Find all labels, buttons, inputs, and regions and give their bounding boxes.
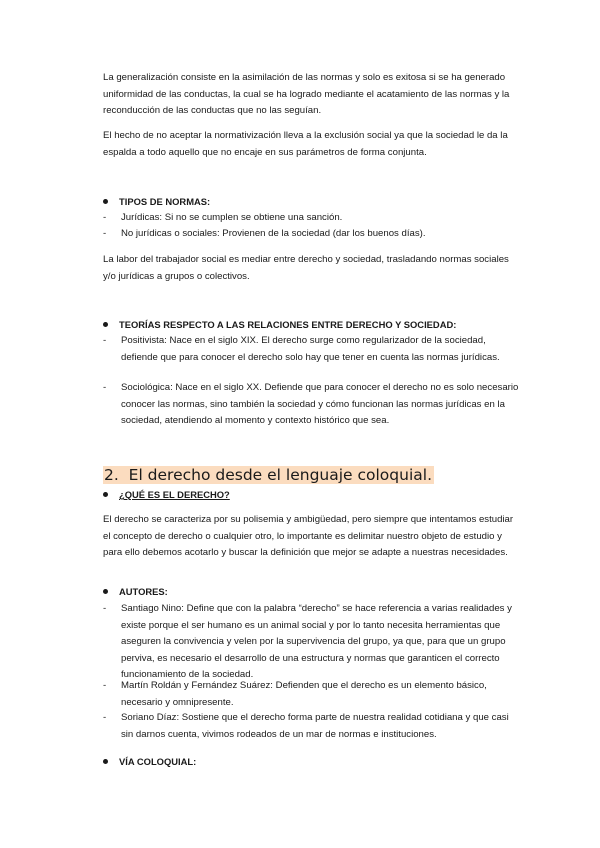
dash-icon: - [103, 603, 107, 614]
teorias-heading-text: TEORÍAS RESPECTO A LAS RELACIONES ENTRE DERECHO Y SOCIEDAD: [119, 319, 457, 330]
tipos-heading-text: TIPOS DE NORMAS: [119, 196, 211, 207]
list-item-text: No jurídicas o sociales: Provienen de la sociedad (dar los buenos días). [121, 228, 426, 239]
list-item-text: Sociológica: Nace en el siglo XX. Defiende que para conocer el derecho no es solo necesario conocer las normas, sino también la sociedad y cómo funcionan las normas jurídicas en la sociedad, atendiendo al momento y contexto histórico que sea. [121, 382, 519, 427]
section-title: El derecho desde el lenguaje coloquial. [128, 466, 432, 484]
via-heading-text: VÍA COLOQUIAL: [119, 756, 197, 767]
bullet-icon [103, 492, 108, 497]
section-heading [103, 464, 434, 486]
list-item [103, 333, 523, 366]
bullet-icon [103, 199, 108, 204]
list-item-text: Martín Roldán y Fernández Suárez: Defienden que el derecho es un elemento básico, necesario y omnipresente. [121, 680, 487, 708]
dash-icon: - [103, 382, 107, 393]
teorias-heading [103, 317, 456, 333]
bullet-icon [103, 759, 108, 764]
que-es-heading-text: ¿QUÉ ES EL DERECHO? [119, 489, 230, 500]
section-number: 2. [104, 466, 119, 484]
list-item [103, 710, 523, 743]
dash-icon: - [103, 228, 107, 239]
tipos-de-normas-heading [103, 194, 210, 210]
dash-icon: - [103, 335, 107, 346]
dash-icon: - [103, 712, 107, 723]
paragraph-generalizacion: La generalización consiste en la asimilación de las normas y solo es exitosa si se ha generado uniformidad de las conductas, la cual se ha logrado mediante el acatamiento de las normas y la reconducción de las conductas que no las seguían. [103, 72, 510, 117]
list-item [103, 210, 523, 227]
autores-heading-text: AUTORES: [119, 586, 168, 597]
list-item [103, 601, 523, 684]
paragraph-exclusion-social: El hecho de no aceptar la normativización lleva a la exclusión social ya que la sociedad le da la espalda a todo aquello que no encaje en sus parámetros de forma conjunta. [103, 130, 508, 158]
paragraph-polisemia: El derecho se caracteriza por su polisemia y ambigüedad, pero siempre que intentamos estudiar el concepto de derecho o cualquier otro, lo importante es delimitar nuestro objeto de estudio y para ello debemos acotarlo y buscar la definición que mejor se adapte a nuestras necesidades. [103, 514, 514, 559]
list-item-text: Positivista: Nace en el siglo XIX. El derecho surge como regularizador de la sociedad, defiende que para conocer el derecho solo hay que tener en cuenta las normas jurídicas. [121, 335, 500, 363]
list-item [103, 380, 523, 430]
paragraph-trabajador-social: La labor del trabajador social es mediar entre derecho y sociedad, trasladando normas sociales y/o jurídicas a grupos o colectivos. [103, 254, 509, 282]
via-coloquial-heading [103, 754, 196, 770]
bullet-icon [103, 589, 108, 594]
que-es-heading [103, 487, 230, 503]
list-item-text: Soriano Díaz: Sostiene que el derecho forma parte de nuestra realidad cotidiana y que casi sin darnos cuenta, vivimos rodeados de un mar de normas e instituciones. [121, 712, 509, 740]
list-item [103, 678, 523, 711]
section-heading-highlight [103, 466, 434, 484]
list-item [103, 226, 523, 243]
dash-icon: - [103, 680, 107, 691]
bullet-icon [103, 322, 108, 327]
dash-icon: - [103, 212, 107, 223]
list-item-text: Santiago Nino: Define que con la palabra “derecho” se hace referencia a varias realidades y existe porque el ser humano es un animal social y por lo tanto necesita herramientas que aseguren la convivencia y velen por la supervivencia del grupo, ya que, para que un grupo perviva, es necesario el desarrollo de una estructura y normas que garanticen el correcto funcionamiento de la sociedad. [121, 603, 512, 681]
autores-heading [103, 584, 168, 600]
list-item-text: Jurídicas: Si no se cumplen se obtiene una sanción. [121, 212, 343, 223]
